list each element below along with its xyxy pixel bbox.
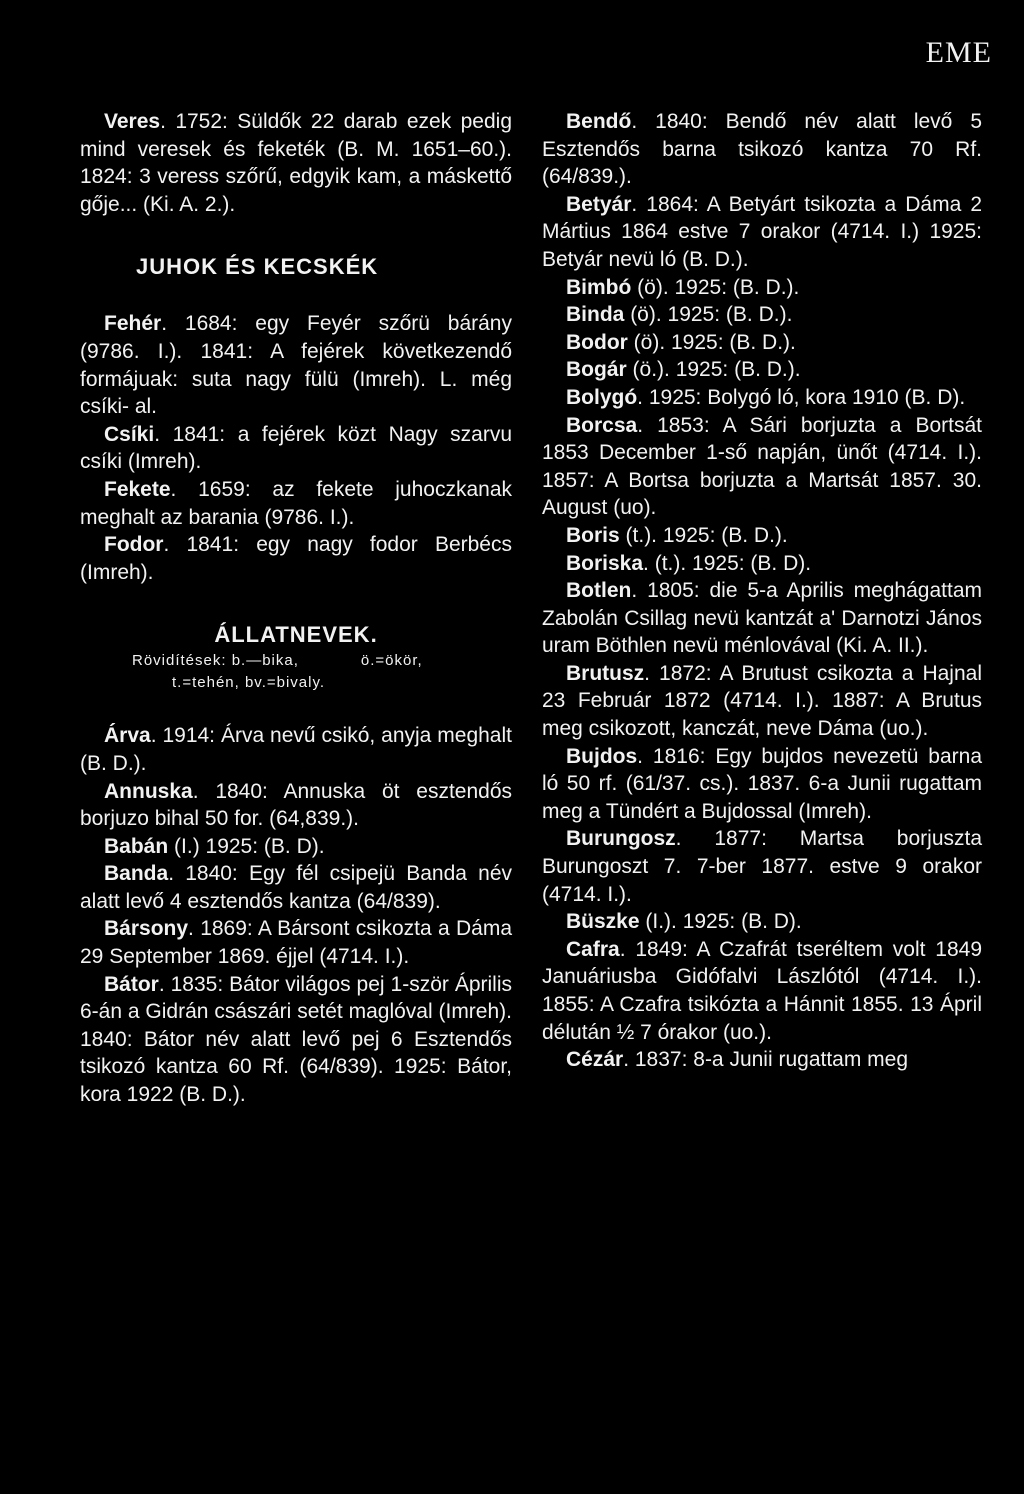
entry-fekete: Fekete. 1659: az fekete juhoczkanak meghalt az barania (9786. I.). bbox=[80, 477, 513, 529]
entry-text: 1925: Bolygó ló, kora 1910 (B. D). bbox=[648, 385, 966, 409]
section-heading-allatnevek: ÁLLATNEVEK. bbox=[214, 622, 378, 648]
entry-arva: Árva. 1914: Árva nevű csikó, anyja meghalt (B. D.). bbox=[80, 724, 512, 775]
entry-text: 1837: 8-a Junii rugattam meg bbox=[634, 1048, 909, 1072]
headword: Binda bbox=[566, 303, 625, 327]
entry-text: 1684: egy Feyér szőrü bárány (9786. I.). 1841: A fejérek következendő formájuak: suta nagy fülü (Imreh). L. még csíki- al. bbox=[80, 312, 512, 419]
headword: Fodor bbox=[104, 533, 164, 557]
entry-barsony: Bársony. 1869: A Bársont csikozta a Dáma 29 September 1869. éjjel (4714. I.). bbox=[80, 917, 513, 969]
entry-text: 1849: A Czafrát tseréltem volt 1849 Januáriusba Gidófalvi Lászlótól (4714. I.). 1855: A Czafra tsikózta a Hánnit 1855. 13 Ápril délután ½ 7 órakor (uo.). bbox=[542, 937, 983, 1044]
headword: Burungosz bbox=[566, 827, 676, 851]
entry-text: 1805: die 5-a Aprilis meghágattam Zabolán Csillag nevü kantzát a' Darnotzi János uram Böthlen nevü ménlovával (Ki. A. II.). bbox=[542, 579, 982, 658]
entry-buszke bbox=[542, 908, 982, 936]
entry-boriska: Boriska. (t.). 1925: (B. D). bbox=[566, 551, 812, 575]
right-column bbox=[542, 108, 982, 1074]
entry-binda bbox=[542, 301, 982, 329]
headword: Cafra bbox=[566, 937, 620, 961]
entry-cezar: Cézár. 1837: 8-a Junii rugattam meg bbox=[566, 1048, 909, 1072]
entry-text: 1872: A Brutust csikozta a Hajnal 23 Február 1872 (4714. I.). 1887: A Brutus meg csikozott, kanczát, neve Dáma (uo.). bbox=[542, 661, 982, 741]
entry-betyar: Betyár. 1864: A Betyárt tsikozta a Dáma 2 Mártius 1864 estve 7 orakor (4714. I.) 1925: Betyár nevü ló (B. D.). bbox=[542, 192, 983, 271]
entry-text: (t.). 1925: (B. D.). bbox=[625, 523, 788, 547]
headword: Brutusz bbox=[566, 661, 645, 685]
headword: Bimbó bbox=[566, 275, 632, 299]
headword: Veres bbox=[104, 110, 161, 133]
entry-bujdos: Bujdos. 1816: Egy bujdos nevezetü barna ló 50 rf. (61/37. cs.). 1837. 6-a Junii rugattam meg a Tündért a Bujdossal (Imreh). bbox=[542, 744, 983, 823]
entry-text: 1840: Egy fél csipejü Banda név alatt levő 4 esztendős kantza (64/839). bbox=[80, 862, 513, 913]
headword: Büszke bbox=[566, 910, 640, 934]
headword: Botlen bbox=[566, 579, 632, 603]
headword: Csíki bbox=[104, 422, 155, 446]
entry-bogar bbox=[542, 356, 982, 384]
headword: Bujdos bbox=[566, 744, 638, 768]
abbreviations-line-1: Rövidítések: b.—bika, ö.=ökör, bbox=[132, 652, 423, 670]
entry-brutusz: Brutusz. 1872: A Brutust csikozta a Hajnal 23 Február 1872 (4714. I.). 1887: A Brutus meg csikozott, kanczát, neve Dáma (uo.). bbox=[542, 661, 982, 741]
entry-text: 1914: Árva nevű csikó, anyja meghalt (B. D.). bbox=[80, 724, 512, 775]
publisher-logo: EME bbox=[925, 36, 992, 69]
entry-text: 1877: Martsa borjuszta Burungoszt 7. 7-ber 1877. estve 9 orakor (4714. I.). bbox=[542, 827, 983, 906]
headword: Fekete bbox=[104, 477, 171, 501]
entry-csiki: Csíki. 1841: a fejérek közt Nagy szarvu csíki (Imreh). bbox=[80, 422, 512, 474]
headword: Cézár bbox=[566, 1048, 624, 1072]
headword: Bendő bbox=[566, 110, 632, 133]
entry-bimbo bbox=[542, 274, 982, 302]
abbreviations-line-2: t.=tehén, bv.=bivaly. bbox=[172, 674, 326, 692]
section-heading-juhok: JUHOK ÉS KECSKÉK bbox=[136, 254, 379, 280]
entry-text: (I.). 1925: (B. D). bbox=[645, 910, 802, 934]
headword: Fehér bbox=[104, 312, 162, 336]
headword: Boris bbox=[566, 523, 620, 547]
entry-text: 1840: Annuska öt esztendős borjuzo bihal 50 for. (64,839.). bbox=[80, 779, 513, 831]
entry-text: 1853: A Sári borjuzta a Bortsát 1853 December 1-ső napján, ünőt (4714. I.). 1857: A Bortsa borjuzta a Martsát 1857. 30. August (uo). bbox=[542, 413, 982, 520]
entry-text: 1840: Bendő név alatt levő 5 Esztendős barna tsikozó kantza 70 Rf. (64/839.). bbox=[542, 110, 983, 189]
entry-veres: Veres. 1752: Süldők 22 darab ezek pedig mind veresek és feketék (B. M. 1651–60.). 1824: 3 veress szőrű, edgyik kam, a máskettő gője... (Ki. A. 2.). bbox=[80, 110, 513, 216]
entry-banda: Banda. 1840: Egy fél csipejü Banda név alatt levő 4 esztendős kantza (64/839). bbox=[80, 862, 513, 913]
entry-text: 1841: a fejérek közt Nagy szarvu csíki (Imreh). bbox=[80, 422, 512, 474]
entry-text: 1864: A Betyárt tsikozta a Dáma 2 Mártius 1864 estve 7 orakor (4714. I.) 1925: Betyár nevü ló (B. D.). bbox=[542, 192, 983, 271]
entry-fodor: Fodor. 1841: egy nagy fodor Berbécs (Imreh). bbox=[80, 533, 512, 584]
entry-bodor bbox=[542, 329, 982, 357]
entry-text: (ö). 1925: (B. D.). bbox=[633, 330, 796, 354]
entry-text: (t.). 1925: (B. D). bbox=[654, 551, 812, 575]
headword: Annuska bbox=[104, 779, 193, 803]
entry-baban bbox=[80, 833, 512, 861]
entry-text: 1752: Süldők 22 darab ezek pedig mind veresek és feketék (B. M. 1651–60.). 1824: 3 veress szőrű, edgyik kam, a máskettő gője... (Ki. A. 2.). bbox=[80, 110, 513, 216]
entry-text: 1841: egy nagy fodor Berbécs (Imreh). bbox=[80, 533, 512, 584]
entry-text: 1659: az fekete juhoczkanak meghalt az barania (9786. I.). bbox=[80, 477, 513, 529]
headword: Bátor bbox=[104, 972, 159, 996]
headword: Banda bbox=[104, 862, 169, 886]
headword: Boriska bbox=[566, 551, 644, 575]
entry-text: 1835: Bátor világos pej 1-ször Április 6-án a Gidrán császári setét maglóval (Imreh). 1840: Bátor név alatt levő pej 6 Esztendős tsikozó kantza 60 Rf. (64/839). 1925: Bátor, kora 1922 (B. D.). bbox=[80, 972, 512, 1107]
entry-annuska: Annuska. 1840: Annuska öt esztendős borjuzo bihal 50 for. (64,839.). bbox=[80, 779, 513, 831]
entry-bendo: Bendő. 1840: Bendő név alatt levő 5 Esztendős barna tsikozó kantza 70 Rf. (64/839.). bbox=[542, 110, 983, 189]
headword: Bodor bbox=[566, 330, 628, 354]
entry-text: (ö.). 1925: (B. D.). bbox=[632, 358, 801, 382]
entry-text: (I.) 1925: (B. D). bbox=[174, 834, 325, 858]
headword: Babán bbox=[104, 834, 169, 858]
entry-text: 1869: A Bársont csikozta a Dáma 29 September 1869. éjjel (4714. I.). bbox=[80, 917, 513, 969]
entry-bolygo: Bolygó. 1925: Bolygó ló, kora 1910 (B. D). bbox=[566, 385, 966, 409]
headword: Bogár bbox=[566, 358, 627, 382]
entry-botlen: Botlen. 1805: die 5-a Aprilis meghágattam Zabolán Csillag nevü kantzát a' Darnotzi János uram Böthlen nevü ménlovával (Ki. A. II.). bbox=[542, 579, 982, 658]
headword: Bársony bbox=[104, 917, 189, 941]
entry-bator: Bátor. 1835: Bátor világos pej 1-ször Április 6-án a Gidrán császári setét maglóval (Imreh). 1840: Bátor név alatt levő pej 6 Esztendős tsikozó kantza 60 Rf. (64/839). 1925: Bátor, kora 1922 (B. D.). bbox=[80, 972, 512, 1107]
entry-text: (ö). 1925: (B. D.). bbox=[637, 275, 800, 299]
entry-text: (ö). 1925: (B. D.). bbox=[630, 303, 793, 327]
headword: Betyár bbox=[566, 192, 632, 216]
entry-text: 1816: Egy bujdos nevezetü barna ló 50 rf. (61/37. cs.). 1837. 6-a Junii rugattam meg a Tündért a Bujdossal (Imreh). bbox=[542, 744, 983, 823]
headword: Bolygó bbox=[566, 385, 638, 409]
left-column bbox=[80, 108, 512, 1109]
entry-feher: Fehér. 1684: egy Feyér szőrü bárány (9786. I.). 1841: A fejérek következendő formájuak: suta nagy fülü (Imreh). L. még csíki- al. bbox=[80, 312, 512, 419]
entry-borcsa: Borcsa. 1853: A Sári borjuzta a Bortsát 1853 December 1-ső napján, ünőt (4714. I.). 1857: A Bortsa borjuzta a Martsát 1857. 30. August (uo). bbox=[542, 413, 982, 520]
headword: Borcsa bbox=[566, 413, 638, 437]
entry-boris bbox=[542, 522, 982, 550]
entry-burungosz: Burungosz. 1877: Martsa borjuszta Burungoszt 7. 7-ber 1877. estve 9 orakor (4714. I.). bbox=[542, 827, 983, 906]
entry-cafra: Cafra. 1849: A Czafrát tseréltem volt 1849 Januáriusba Gidófalvi Lászlótól (4714. I.). 1855: A Czafra tsikózta a Hánnit 1855. 13 Ápril délután ½ 7 órakor (uo.). bbox=[542, 937, 983, 1044]
headword: Árva bbox=[104, 724, 151, 748]
